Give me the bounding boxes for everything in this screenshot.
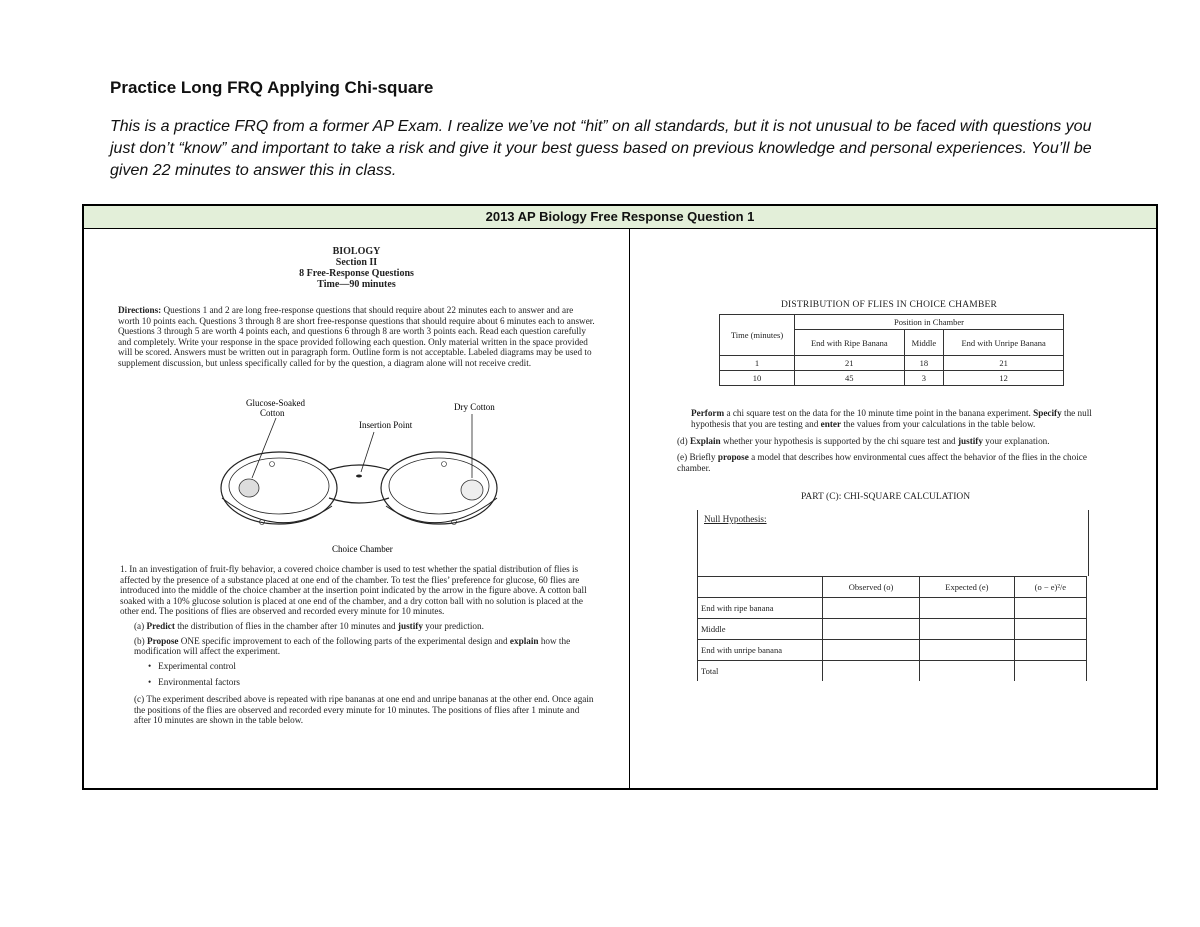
chi-square-title: PART (C): CHI-SQUARE CALCULATION (801, 492, 971, 502)
section-line-2: Section II (335, 257, 378, 268)
question-e: (e) Briefly propose a model that describes how environmental cues affect the behavior of the flies in the choice chamber. (677, 452, 1087, 473)
question-1 (120, 564, 598, 730)
qb-end: how the modification will affect the experiment. (134, 635, 571, 657)
null-hypothesis-box (697, 510, 1089, 576)
dist-cell: 12 (944, 371, 1064, 386)
column-divider (629, 228, 630, 788)
bullet-environmental-factors: • Environmental factors (148, 677, 241, 688)
bullet-experimental-control: • Experimental control (148, 660, 236, 671)
choice-chamber-diagram (214, 398, 514, 558)
observed-cell[interactable] (823, 598, 920, 619)
insertion-point-mark (356, 475, 362, 478)
question-d: (d) Explain whether your hypothesis is supported by the chi square test and justify your explanation. (677, 436, 1050, 446)
label-glucose-2: Cotton (260, 408, 285, 418)
qb-mid: ONE specific improvement to each of the following parts of the experimental design and (180, 635, 508, 646)
perform-instruction: Perform a chi square test on the data for the 10 minute time point in the banana experiment. Specify the null hypothesis that you are testing and enter the values from your calculations in the table below. (691, 408, 1092, 429)
dist-cell: 45 (795, 371, 905, 386)
hole-2 (442, 462, 447, 467)
dist-cell: 3 (904, 371, 944, 386)
qa-end: your prediction. (425, 620, 484, 631)
dry-cotton (461, 480, 483, 500)
dist-row (720, 356, 1064, 371)
chamber-base (222, 498, 497, 523)
dist-col-unripe: End with Unripe Banana (944, 330, 1064, 356)
dist-col-ripe: End with Ripe Banana (795, 330, 905, 356)
arrow-glucose (252, 418, 276, 478)
section-line-3: 8 Free-Response Questions (299, 268, 414, 279)
chi-header-blank (698, 577, 823, 598)
chi-row-label: Total (698, 661, 823, 682)
chi-row-label: Middle (698, 619, 823, 640)
dist-cell: 21 (795, 356, 905, 371)
calc-cell[interactable] (1014, 640, 1086, 661)
frq-frame (82, 204, 1158, 790)
dist-header-time: Time (minutes) (720, 315, 795, 356)
glucose-cotton (239, 479, 259, 497)
q1-part-a (120, 621, 598, 632)
chi-header-observed: Observed (o) (823, 577, 920, 598)
label-glucose-1: Glucose-Soaked (246, 398, 305, 408)
dist-row (720, 371, 1064, 386)
section-heading (84, 246, 629, 290)
null-hypothesis-label: Null Hypothesis: (704, 514, 767, 524)
distribution-table (719, 314, 1064, 386)
label-dry: Dry Cotton (454, 402, 495, 412)
section-line-4: Time—90 minutes (317, 279, 396, 290)
qb-bold-1: Propose (147, 635, 179, 646)
chi-row-label: End with unripe banana (698, 640, 823, 661)
expected-cell[interactable] (920, 640, 1014, 661)
expected-cell[interactable] (920, 598, 1014, 619)
frame-heading: 2013 AP Biology Free Response Question 1 (84, 206, 1156, 229)
chi-row (698, 619, 1087, 640)
chi-row (698, 598, 1087, 619)
chi-header-calc: (o − e)²/e (1014, 577, 1086, 598)
expected-cell[interactable] (920, 619, 1014, 640)
expected-cell[interactable] (920, 661, 1014, 682)
label-insertion: Insertion Point (359, 420, 413, 430)
chi-row (698, 661, 1087, 682)
left-column (84, 230, 629, 788)
q1-part-b (120, 636, 598, 657)
diagram-caption: Choice Chamber (332, 544, 393, 554)
qa-bold-2: justify (397, 620, 423, 631)
q1-part-c: (c) The experiment described above is repeated with ripe bananas at one end and unripe bananas at the other end. Once again the positions of the flies are observed and recorded every minute for 10 minutes. The positions of flies after 1 minute and after 10 minutes are shown in the table below. (134, 693, 594, 726)
section-line-1: BIOLOGY (332, 246, 381, 257)
qb-bold-2: explain (509, 635, 539, 646)
dist-col-middle: Middle (904, 330, 944, 356)
dist-cell: 21 (944, 356, 1064, 371)
chi-row-label: End with ripe banana (698, 598, 823, 619)
observed-cell[interactable] (823, 619, 920, 640)
page-title: Practice Long FRQ Applying Chi-square (110, 78, 434, 97)
chi-row (698, 640, 1087, 661)
qa-mid: the distribution of flies in the chamber after 10 minutes and (177, 620, 396, 631)
intro-paragraph: This is a practice FRQ from a former AP Exam. I realize we’ve not “hit” on all standards, but it is not unusual to be faced with questions you just don’t “know” and important to take a risk and give it your best guess based on previous knowledge and personal experiences. You’ll be given 22 minutes to answer this in class. (110, 118, 1092, 179)
q1-intro: 1. In an investigation of fruit-fly behavior, a covered choice chamber is used to test whether the spatial distribution of flies is affected by the presence of a substance placed at one end of the chamber. To test the flies’ preference for glucose, 60 flies are introduced into the middle of the choice chamber at the insertion point indicated by the arrow in the figure above. A cotton ball soaked with a 10% glucose solution is placed at one end of the chamber, and a dry cotton ball with no solution is placed at the other end. The positions of flies are observed and recorded every minute for 10 minutes. (120, 564, 587, 617)
right-column (631, 230, 1156, 788)
distribution-title: DISTRIBUTION OF FLIES IN CHOICE CHAMBER (781, 300, 998, 310)
calc-cell[interactable] (1014, 619, 1086, 640)
connector-tube (329, 465, 389, 503)
chi-header-expected: Expected (e) (920, 577, 1014, 598)
directions-label: Directions: (118, 305, 162, 315)
hole-1 (270, 462, 275, 467)
directions-paragraph (118, 305, 596, 369)
qa-bold-1: Predict (146, 620, 175, 631)
chi-square-table (697, 576, 1087, 681)
dist-cell: 18 (904, 356, 944, 371)
observed-cell[interactable] (823, 640, 920, 661)
dist-header-position: Position in Chamber (795, 315, 1064, 330)
dist-cell: 10 (720, 371, 795, 386)
observed-cell[interactable] (823, 661, 920, 682)
dist-cell: 1 (720, 356, 795, 371)
calc-cell[interactable] (1014, 661, 1086, 682)
qa-prefix: (a) (134, 620, 145, 631)
calc-cell[interactable] (1014, 598, 1086, 619)
qb-prefix: (b) (134, 635, 145, 646)
directions-text: Questions 1 and 2 are long free-response questions that should require about 22 minutes each to answer and are worth 10 points each. Questions 3 through 8 are short free-response questions that should require about 6 minutes each to answer. Questions 3 through 5 are worth 4 points each, and questions 6 through 8 are worth 3 points each. Read each question carefully and completely. Write your response in the space provided following each question. Only material written in the space provided will be scored. Answers must be written out in paragraph form. Outline form is not acceptable. Labeled diagrams may be used to supplement discussion, but unless specifically called for by the question, a diagram alone will not receive credit. (118, 305, 595, 368)
